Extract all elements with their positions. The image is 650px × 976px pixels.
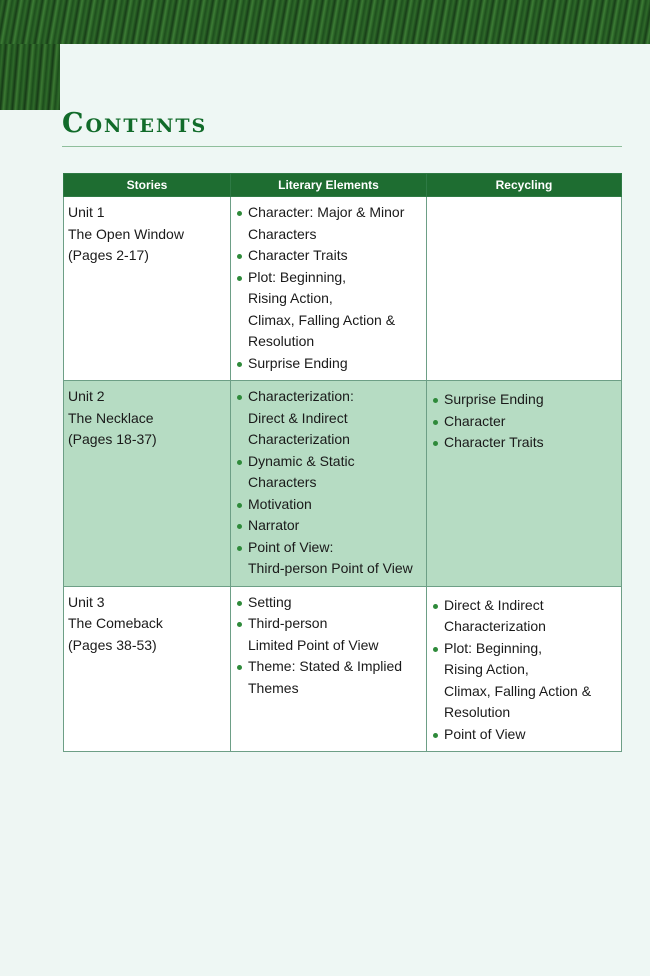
list-item xyxy=(235,656,422,699)
page-range: (Pages 2-17) xyxy=(68,247,149,263)
list-item xyxy=(235,202,422,245)
unit-label: Unit 1 xyxy=(68,204,105,220)
header-literary-elements: Literary Elements xyxy=(231,174,427,197)
list-item xyxy=(235,537,422,580)
story-title: The Necklace xyxy=(68,409,154,426)
list-item-line: Themes xyxy=(248,679,299,696)
recycling-cell xyxy=(427,197,622,381)
unit-label: Unit 3 xyxy=(68,593,105,610)
header-recycling: Recycling xyxy=(427,174,622,197)
list-item-line: Direct & Indirect xyxy=(248,409,348,426)
literary-elements-cell xyxy=(231,586,427,752)
recycling-cell xyxy=(427,586,622,752)
literary-elements-cell xyxy=(231,197,427,381)
list-item-line: Characters xyxy=(248,225,317,242)
list-item-line: Point of View xyxy=(444,725,526,742)
list-item-line: Characterization xyxy=(444,618,546,634)
bullet-list xyxy=(431,595,617,746)
page-range: (Pages 38-53) xyxy=(68,636,157,653)
list-item-line: Theme: Stated & Implied xyxy=(248,658,403,674)
header-stories: Stories xyxy=(64,174,231,197)
list-item-line: Surprise Ending xyxy=(444,391,544,407)
list-item-line: Climax, Falling Action & xyxy=(444,682,592,699)
list-item xyxy=(235,592,422,614)
list-item-line: Narrator xyxy=(248,517,300,533)
bullet-list xyxy=(235,592,422,700)
list-item-line: Point of View: xyxy=(248,538,334,555)
table-body xyxy=(64,197,622,752)
table-header-row xyxy=(64,174,622,197)
list-item xyxy=(235,613,422,656)
list-item-line: Surprise Ending xyxy=(248,354,348,371)
bullet-list xyxy=(235,202,422,374)
list-item-line: Character xyxy=(444,412,506,429)
page-range: (Pages 18-37) xyxy=(68,431,157,447)
list-item xyxy=(235,267,422,353)
list-item-line: Characterization: xyxy=(248,388,354,404)
list-item xyxy=(235,353,422,375)
unit-label: Unit 2 xyxy=(68,388,105,404)
list-item-line: Characters xyxy=(248,474,317,490)
table-row xyxy=(64,197,622,381)
list-item-line: Plot: Beginning, xyxy=(444,639,543,656)
list-item-line: Climax, Falling Action & xyxy=(248,311,396,328)
page-title: Contents xyxy=(62,108,208,139)
recycling-cell xyxy=(427,381,622,587)
list-item xyxy=(235,386,422,451)
list-item-line: Third-person Point of View xyxy=(248,560,413,576)
list-item xyxy=(431,724,617,746)
title-divider xyxy=(62,146,622,147)
story-cell xyxy=(64,586,231,752)
story-cell xyxy=(64,381,231,587)
list-item xyxy=(431,432,617,454)
list-item xyxy=(431,411,617,433)
list-item-line: Motivation xyxy=(248,495,312,512)
list-item-line: Limited Point of View xyxy=(248,636,379,653)
list-item-line: Direct & Indirect xyxy=(444,596,544,613)
grass-photo-corner xyxy=(0,44,60,110)
bullet-list xyxy=(235,386,422,580)
literary-elements-cell xyxy=(231,381,427,587)
list-item-line: Setting xyxy=(248,593,292,610)
list-item-line: Character Traits xyxy=(248,247,348,263)
list-item-line: Character: Major & Minor xyxy=(248,204,405,220)
list-item xyxy=(431,638,617,724)
list-item-line: Resolution xyxy=(444,704,511,720)
story-title: The Comeback xyxy=(68,615,163,631)
list-item-line: Characterization xyxy=(248,431,350,447)
table-row xyxy=(64,586,622,752)
bullet-list xyxy=(431,389,617,454)
list-item-line: Rising Action, xyxy=(248,290,333,306)
contents-table xyxy=(63,173,622,752)
list-item-line: Resolution xyxy=(248,333,315,349)
list-item-line: Third-person xyxy=(248,615,328,631)
story-cell xyxy=(64,197,231,381)
list-item xyxy=(235,515,422,537)
list-item xyxy=(235,494,422,516)
list-item xyxy=(235,245,422,267)
list-item xyxy=(235,451,422,494)
list-item xyxy=(431,595,617,638)
grass-photo-banner xyxy=(0,0,650,44)
story-title: The Open Window xyxy=(68,225,184,242)
list-item-line: Dynamic & Static xyxy=(248,452,355,469)
list-item xyxy=(431,389,617,411)
table-row xyxy=(64,381,622,587)
list-item-line: Rising Action, xyxy=(444,661,529,677)
list-item-line: Character Traits xyxy=(444,434,544,450)
list-item-line: Plot: Beginning, xyxy=(248,268,347,285)
